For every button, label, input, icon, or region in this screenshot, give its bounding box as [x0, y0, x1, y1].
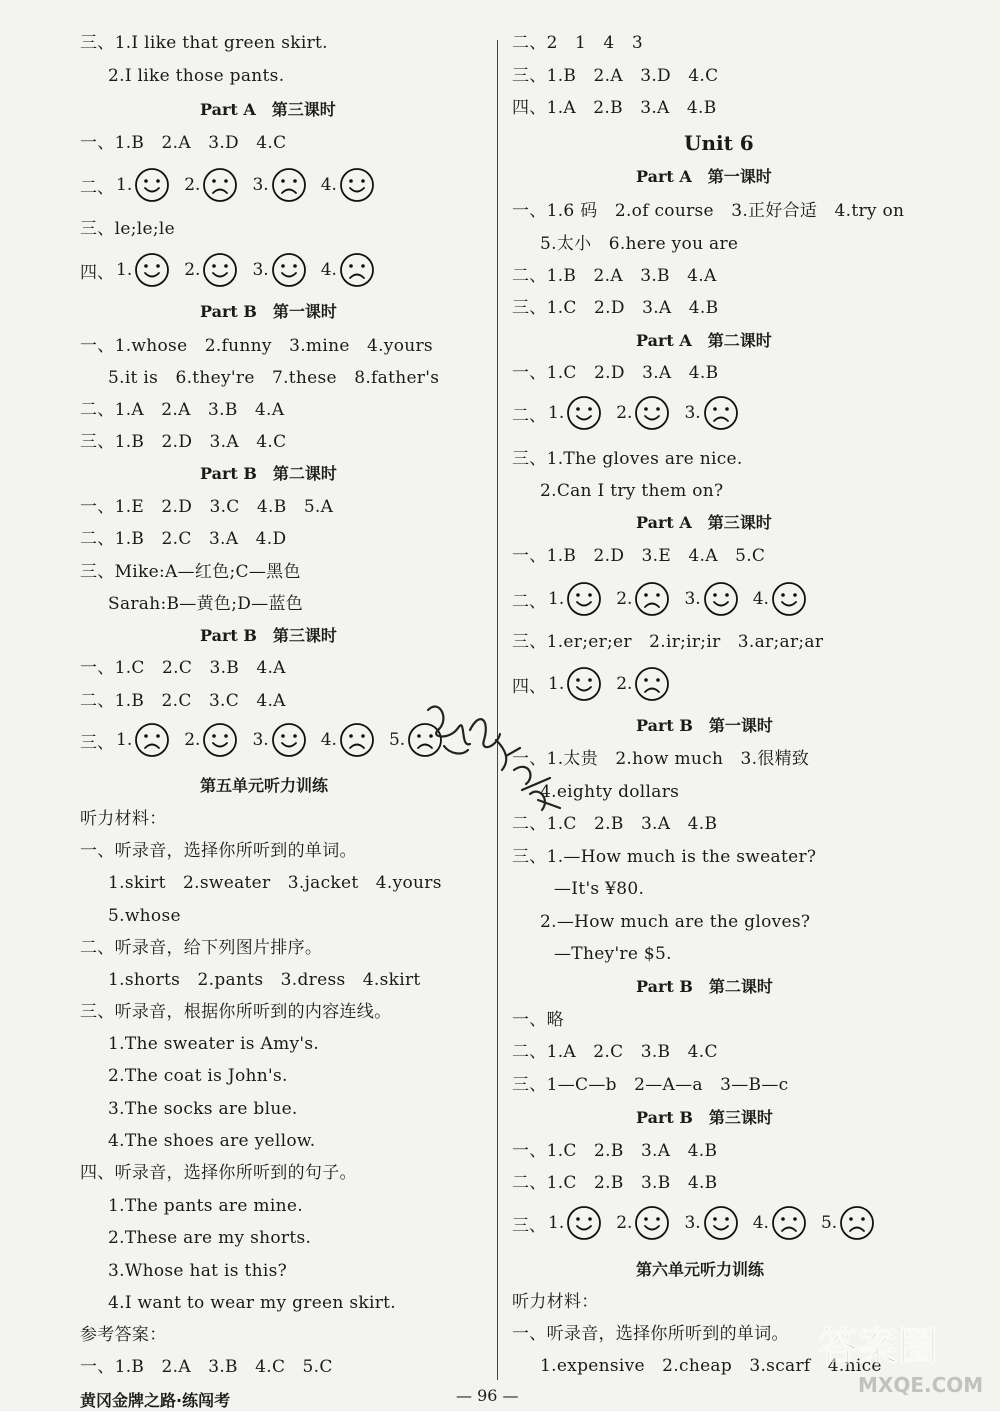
answer-line: 听力材料：	[80, 809, 167, 829]
answer-line: 4.The shoes are yellow.	[108, 1131, 316, 1151]
section-heading: Part B 第三课时	[200, 626, 337, 645]
handwritten-scribble	[410, 690, 600, 830]
section-heading: Part A 第一课时	[636, 167, 772, 186]
face-answer	[616, 581, 670, 617]
item-number: 2.	[616, 674, 633, 694]
face-answer-row	[80, 252, 389, 288]
section-heading: Part B 第二课时	[636, 977, 773, 996]
sad-face-icon	[339, 252, 375, 288]
answer-line: 三、1.I like that green skirt.	[80, 33, 328, 53]
sad-face-icon	[134, 722, 170, 758]
answer-line: 一、1.6 码 2.of course 3.正好合适 4.try on	[512, 201, 905, 221]
answer-line: 听力材料：	[512, 1292, 599, 1312]
face-answer	[753, 1205, 807, 1241]
face-answer	[684, 581, 738, 617]
answer-line: Sarah:B—黄色;D—蓝色	[108, 594, 304, 614]
item-number: 3.	[684, 589, 701, 609]
face-answer	[321, 722, 375, 758]
face-answer	[548, 1205, 602, 1241]
answer-line: 3.The socks are blue.	[108, 1099, 298, 1119]
happy-face-icon	[134, 252, 170, 288]
face-answer	[616, 395, 670, 431]
happy-face-icon	[634, 1205, 670, 1241]
section-heading: Part B 第二课时	[200, 464, 337, 483]
face-answer	[821, 1205, 875, 1241]
face-answer-row	[80, 167, 389, 203]
face-answer	[753, 581, 807, 617]
face-answer-row	[512, 1205, 889, 1241]
sad-face-icon	[339, 722, 375, 758]
happy-face-icon	[703, 581, 739, 617]
answer-line: 二、1.C 2.B 3.A 4.B	[512, 814, 718, 834]
item-number: 1.	[548, 403, 565, 423]
section-heading: Part B 第一课时	[636, 716, 773, 735]
answer-line: 2.Can I try them on?	[540, 481, 724, 501]
answer-line: 三、Mike:A—红色;C—黑色	[80, 562, 301, 582]
answer-line: 5.whose	[108, 906, 181, 926]
item-number: 4.	[752, 589, 769, 609]
watermark-text-cn: 答案圈	[818, 1324, 938, 1370]
face-answer	[321, 252, 375, 288]
sad-face-icon	[839, 1205, 875, 1241]
book-title-footer: 黄冈金牌之路·练闯考	[80, 1391, 231, 1410]
answer-line: 一、1.C 2.C 3.B 4.A	[80, 658, 286, 678]
answer-line: 2.I like those pants.	[108, 66, 285, 86]
item-number: 2.	[616, 403, 633, 423]
face-answer	[116, 252, 170, 288]
happy-face-icon	[202, 722, 238, 758]
sad-face-icon	[271, 167, 307, 203]
answer-line: 1.shorts 2.pants 3.dress 4.skirt	[108, 970, 421, 990]
answer-line: 一、略	[512, 1010, 564, 1030]
item-number: 2.	[184, 260, 201, 280]
item-number: 2.	[184, 730, 201, 750]
happy-face-icon	[566, 395, 602, 431]
question-label: 二、	[512, 405, 546, 426]
answer-line: 三、1.The gloves are nice.	[512, 449, 743, 469]
item-number: 4.	[320, 730, 337, 750]
answer-line: 三、1—C—b 2—A—a 3—B—c	[512, 1075, 789, 1095]
answer-line: 2.—How much are the gloves?	[540, 912, 811, 932]
happy-face-icon	[202, 252, 238, 288]
face-answer	[684, 395, 738, 431]
item-number: 1.	[116, 260, 133, 280]
answer-line: 一、听录音，选择你所听到的单词。	[512, 1324, 789, 1344]
answer-line: 四、1.A 2.B 3.A 4.B	[512, 98, 717, 118]
answer-line: 一、1.C 2.D 3.A 4.B	[512, 363, 719, 383]
section-heading: Part A 第三课时	[636, 513, 772, 532]
answer-line: —It's ¥80.	[554, 879, 645, 899]
watermark-text-en: MXQE.COM	[858, 1373, 984, 1397]
face-answer-row	[512, 581, 821, 617]
answer-line: 二、1.A 2.C 3.B 4.C	[512, 1042, 718, 1062]
item-number: 1.	[548, 589, 565, 609]
item-number: 2.	[616, 589, 633, 609]
item-number: 3.	[252, 175, 269, 195]
answer-line: 三、1.B 2.A 3.D 4.C	[512, 66, 719, 86]
happy-face-icon	[634, 395, 670, 431]
face-answer	[184, 167, 238, 203]
answer-line: 1.The sweater is Amy's.	[108, 1034, 320, 1054]
answer-line: 二、1.B 2.A 3.B 4.A	[512, 266, 717, 286]
happy-face-icon	[271, 252, 307, 288]
sad-face-icon	[202, 167, 238, 203]
face-answer	[252, 722, 306, 758]
answer-line: 4.I want to wear my green skirt.	[108, 1293, 396, 1313]
answer-line: 一、1.太贵 2.how much 3.很精致	[512, 749, 810, 769]
happy-face-icon	[271, 722, 307, 758]
question-label: 二、	[80, 177, 114, 198]
face-answer	[616, 666, 670, 702]
answer-line: 二、1.A 2.A 3.B 4.A	[80, 400, 285, 420]
answer-line: 4.eighty dollars	[540, 782, 680, 802]
face-answer	[548, 581, 602, 617]
item-number: 3.	[684, 1213, 701, 1233]
item-number: 3.	[684, 403, 701, 423]
sad-face-icon	[634, 581, 670, 617]
item-number: 3.	[252, 730, 269, 750]
answer-line: 3.Whose hat is this?	[108, 1261, 288, 1281]
item-number: 2.	[184, 175, 201, 195]
face-answer	[616, 1205, 670, 1241]
answer-line: 三、1.C 2.D 3.A 4.B	[512, 298, 719, 318]
happy-face-icon	[703, 1205, 739, 1241]
face-answer-row	[80, 722, 457, 758]
item-number: 5.	[820, 1213, 838, 1233]
item-number: 1.	[116, 730, 133, 750]
answer-line: 二、1.B 2.C 3.A 4.D	[80, 529, 287, 549]
answer-line: 一、1.B 2.D 3.E 4.A 5.C	[512, 546, 766, 566]
answer-line: 一、听录音，选择你所听到的单词。	[80, 841, 357, 861]
answer-line: 三、1.er;er;er 2.ir;ir;ir 3.ar;ar;ar	[512, 632, 824, 652]
section-heading: Part B 第三课时	[636, 1108, 773, 1127]
happy-face-icon	[566, 1205, 602, 1241]
answer-line: 2.These are my shorts.	[108, 1228, 312, 1248]
happy-face-icon	[134, 167, 170, 203]
answer-line: 四、听录音，选择你所听到的句子。	[80, 1163, 357, 1183]
face-answer	[252, 167, 306, 203]
section-heading: 第五单元听力训练	[200, 776, 329, 795]
answer-line: 1.expensive 2.cheap 3.scarf 4.nice	[540, 1356, 882, 1376]
answer-line: 二、1.B 2.C 3.C 4.A	[80, 691, 286, 711]
answer-line: 三、1.—How much is the sweater?	[512, 847, 817, 867]
happy-face-icon	[339, 167, 375, 203]
section-heading: 第六单元听力训练	[636, 1260, 765, 1279]
unit-title: Unit 6	[684, 131, 754, 155]
sad-face-icon	[634, 666, 670, 702]
question-label: 二、	[512, 591, 546, 612]
question-label: 三、	[80, 732, 114, 753]
face-answer-row	[512, 395, 753, 431]
item-number: 1.	[548, 674, 565, 694]
answer-line: 一、1.E 2.D 3.C 4.B 5.A	[80, 497, 334, 517]
answer-line: 二、听录音，给下列图片排序。	[80, 938, 323, 958]
happy-face-icon	[771, 581, 807, 617]
answer-line: 三、听录音，根据你所听到的内容连线。	[80, 1002, 392, 1022]
face-answer	[116, 722, 170, 758]
answer-line: 二、1.C 2.B 3.B 4.B	[512, 1173, 718, 1193]
face-answer	[116, 167, 170, 203]
watermark-logo	[808, 1310, 988, 1400]
section-heading: Part B 第一课时	[200, 302, 337, 321]
face-answer	[252, 252, 306, 288]
answer-line: 5.太小 6.here you are	[540, 234, 739, 254]
face-answer	[321, 167, 375, 203]
answer-line: 三、1.B 2.D 3.A 4.C	[80, 432, 287, 452]
answer-line: 一、1.C 2.B 3.A 4.B	[512, 1141, 718, 1161]
answer-line: 一、1.B 2.A 3.B 4.C 5.C	[80, 1357, 333, 1377]
answer-line: 1.skirt 2.sweater 3.jacket 4.yours	[108, 873, 442, 893]
answer-line: 一、1.B 2.A 3.D 4.C	[80, 133, 287, 153]
item-number: 4.	[320, 260, 337, 280]
answer-line: —They're $5.	[554, 944, 672, 964]
answer-line: 二、2 1 4 3	[512, 33, 643, 53]
answer-line: 三、le;le;le	[80, 219, 175, 239]
answer-line: 5.it is 6.they're 7.these 8.father's	[108, 368, 440, 388]
item-number: 3.	[252, 260, 269, 280]
face-answer	[684, 1205, 738, 1241]
face-answer	[548, 395, 602, 431]
item-number: 5.	[388, 730, 406, 750]
item-number: 4.	[752, 1213, 769, 1233]
page-number: — 96 —	[456, 1386, 519, 1405]
sad-face-icon	[703, 395, 739, 431]
sad-face-icon	[771, 1205, 807, 1241]
item-number: 2.	[616, 1213, 633, 1233]
section-heading: Part A 第三课时	[200, 100, 336, 119]
section-heading: Part A 第二课时	[636, 331, 772, 350]
item-number: 1.	[116, 175, 133, 195]
question-label: 四、	[80, 262, 114, 283]
question-label: 四、	[512, 676, 546, 697]
face-answer	[184, 722, 238, 758]
answer-line: 2.The coat is John's.	[108, 1066, 288, 1086]
item-number: 1.	[548, 1213, 565, 1233]
answer-line: 参考答案：	[80, 1325, 167, 1345]
happy-face-icon	[566, 581, 602, 617]
item-number: 4.	[320, 175, 337, 195]
face-answer	[184, 252, 238, 288]
answer-line: 1.The pants are mine.	[108, 1196, 303, 1216]
answer-line: 一、1.whose 2.funny 3.mine 4.yours	[80, 336, 433, 356]
question-label: 三、	[512, 1215, 546, 1236]
